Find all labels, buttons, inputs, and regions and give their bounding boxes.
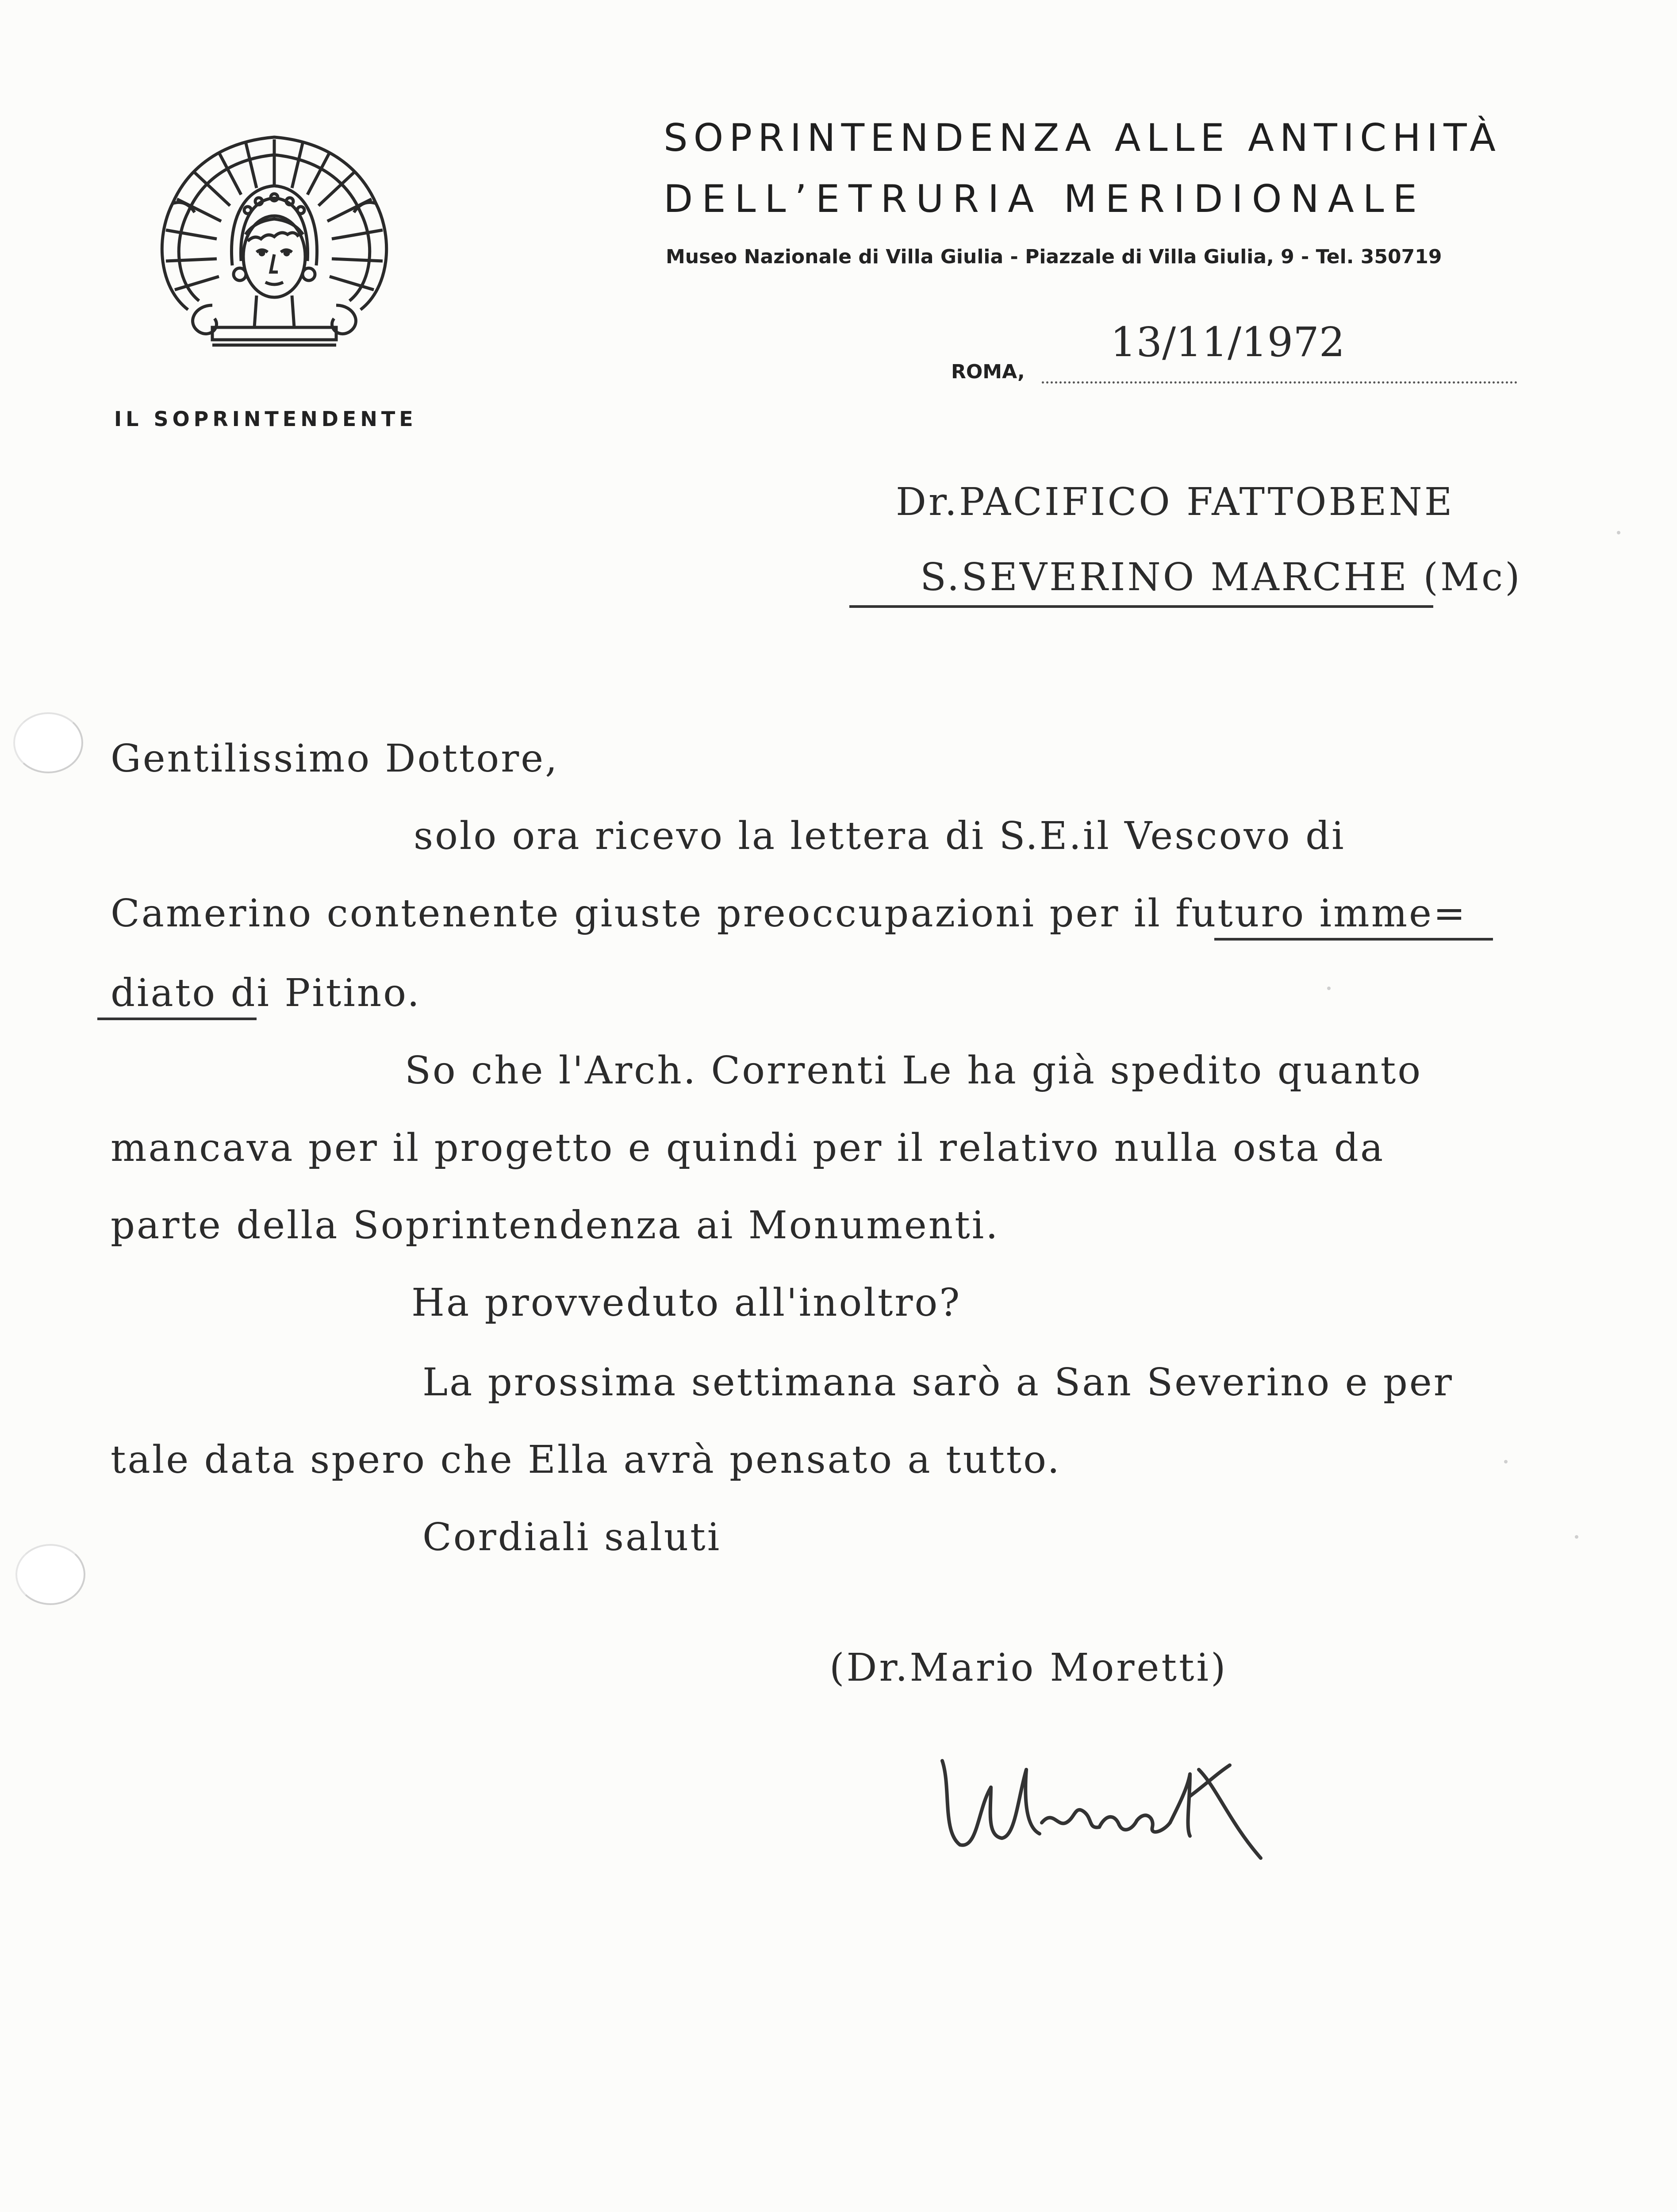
paper-speck (1504, 1460, 1508, 1463)
body-line: Ha provveduto all'inoltro? (411, 1281, 962, 1325)
body-line: tale data spero che Ella avrà pensato a tutto. (111, 1438, 1061, 1482)
text-underline (1214, 938, 1493, 941)
date-value: 13/11/1972 (1110, 319, 1345, 366)
body-line: So che l'Arch. Correnti Le ha già spedito quanto (405, 1048, 1423, 1093)
body-line: solo ora ricevo la lettera di S.E.il Vescovo di (414, 814, 1346, 858)
body-line: diato di Pitino. (111, 971, 421, 1015)
etruscan-antefix-head-icon (146, 119, 403, 367)
letterhead-title: SOPRINTENDENZA ALLE ANTICHITÀ (664, 116, 1501, 160)
body-line: La prossima settimana sarò a San Severino e per (422, 1360, 1454, 1405)
punch-hole (15, 1544, 85, 1605)
office-label: IL SOPRINTENDENTE (114, 407, 417, 431)
paper-speck (1617, 531, 1620, 534)
date-place: ROMA, (951, 361, 1025, 383)
handwritten-signature-icon (925, 1734, 1323, 1880)
date-dotted-line (1042, 381, 1517, 384)
body-line: parte della Soprintendenza ai Monumenti. (111, 1203, 1000, 1248)
punch-hole (13, 712, 83, 773)
paper-speck (1327, 987, 1331, 990)
letterhead-subtitle: DELL’ETRURIA MERIDIONALE (664, 177, 1426, 221)
text-underline (97, 1018, 257, 1020)
recipient-name: Dr.PACIFICO FATTOBENE (896, 480, 1454, 524)
recipient-city: S.SEVERINO MARCHE (Mc) (920, 555, 1522, 599)
letterhead-address: Museo Nazionale di Villa Giulia - Piazzale di Villa Giulia, 9 - Tel. 350719 (666, 246, 1442, 268)
sender-name: (Dr.Mario Moretti) (829, 1646, 1228, 1690)
recipient-underline (849, 605, 1433, 608)
body-line: Camerino contenente giuste preoccupazioni per il futuro imme= (111, 891, 1467, 936)
salutation: Gentilissimo Dottore, (111, 737, 559, 781)
body-line: mancava per il progetto e quindi per il relativo nulla osta da (111, 1126, 1385, 1170)
closing-salutation: Cordiali saluti (422, 1515, 721, 1559)
paper-speck (1575, 1535, 1578, 1539)
